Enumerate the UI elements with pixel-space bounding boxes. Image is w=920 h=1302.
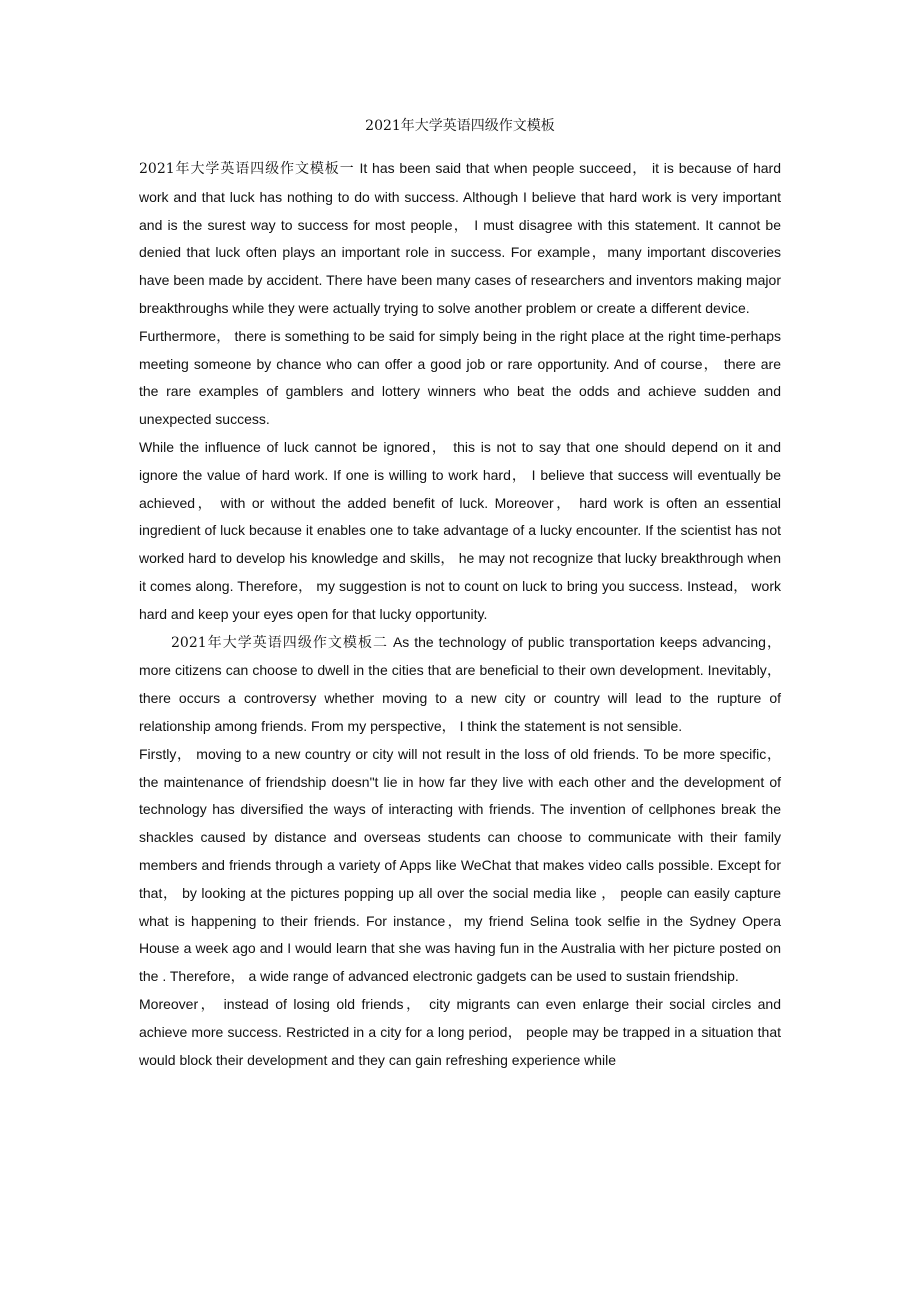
paragraph-2 — [139, 323, 781, 434]
document-title: 2021年大学英语四级作文模板 — [365, 118, 555, 134]
paragraph-text: Moreover， instead of losing old friends， city migrants can even enlarge their social circles and achieve more success. Restricted in a city for a long period， people may be trapped in a situation that would block their development and they can gain refreshing experience while — [139, 995, 781, 1068]
paragraph-text: Firstly， moving to a new country or city will not result in the loss of old friends. To be more specific， the maintenance of friendship doesn"t lie in how far they live with each other and the development of technology has diversified the ways of interacting with friends. The invention of cellphones break the shackles caused by distance and overseas students can choose to communicate with their family members and friends through a variety of Apps like WeChat that makes video calls possible. Except for that， by looking at the pictures popping up all over the social media like ， people can easily capture what is happening to their friends. For instance，my friend Selina took selfie in the Sydney Opera House a week ago and I would learn that she was having fun in the Australia with her picture posted on the . Therefore， a wide range of advanced electronic gadgets can be used to sustain friendship. — [139, 745, 781, 985]
paragraph-text: As the technology of public transportation keeps advancing， more citizens can choose to dwell in the cities that are beneficial to their own development. Inevitably， there occurs a controversy whether moving to a new city or country will lead to the rupture of relationship among friends. From my perspective， I think the statement is not sensible. — [139, 633, 781, 734]
section-heading-1: 2021年大学英语四级作文模板一 — [139, 161, 355, 177]
section-heading-2: 2021年大学英语四级作文模板二 — [171, 634, 389, 651]
paragraph-6 — [139, 991, 781, 1074]
paragraph-5 — [139, 741, 781, 991]
paragraph-text: While the influence of luck cannot be ignored， this is not to say that one should depend on it and ignore the value of hard work. If one is willing to work hard， I believe that success will eventually be achieved， with or without the added benefit of luck. Moreover， hard work is often an essential ingredient of luck because it enables one to take advantage of a lucky encounter. If the scientist has not worked hard to develop his knowledge and skills， he may not recognize that lucky breakthrough when it comes along. Therefore， my suggestion is not to count on luck to bring you success. Instead， work hard and keep your eyes open for that lucky opportunity. — [139, 438, 781, 622]
document-body — [139, 155, 781, 1074]
paragraph-4 — [139, 629, 781, 741]
paragraph-text: It has been said that when people succeed， it is because of hard work and that luck has nothing to do with success. Although I believe that hard work is very important and is the surest way to success for most people， I must disagree with this statement. It cannot be denied that luck often plays an important role in success. For example，many important discoveries have been made by accident. There have been many cases of researchers and inventors making major breakthroughs while they were actually trying to solve another problem or create a different device. — [139, 160, 781, 316]
paragraph-1 — [139, 155, 781, 323]
paragraph-3 — [139, 434, 781, 629]
paragraph-text: Furthermore， there is something to be said for simply being in the right place at the right time-perhaps meeting someone by chance who can offer a good job or rare opportunity. And of course， there are the rare examples of gamblers and lottery winners who beat the odds and achieve sudden and unexpected success. — [139, 327, 781, 428]
